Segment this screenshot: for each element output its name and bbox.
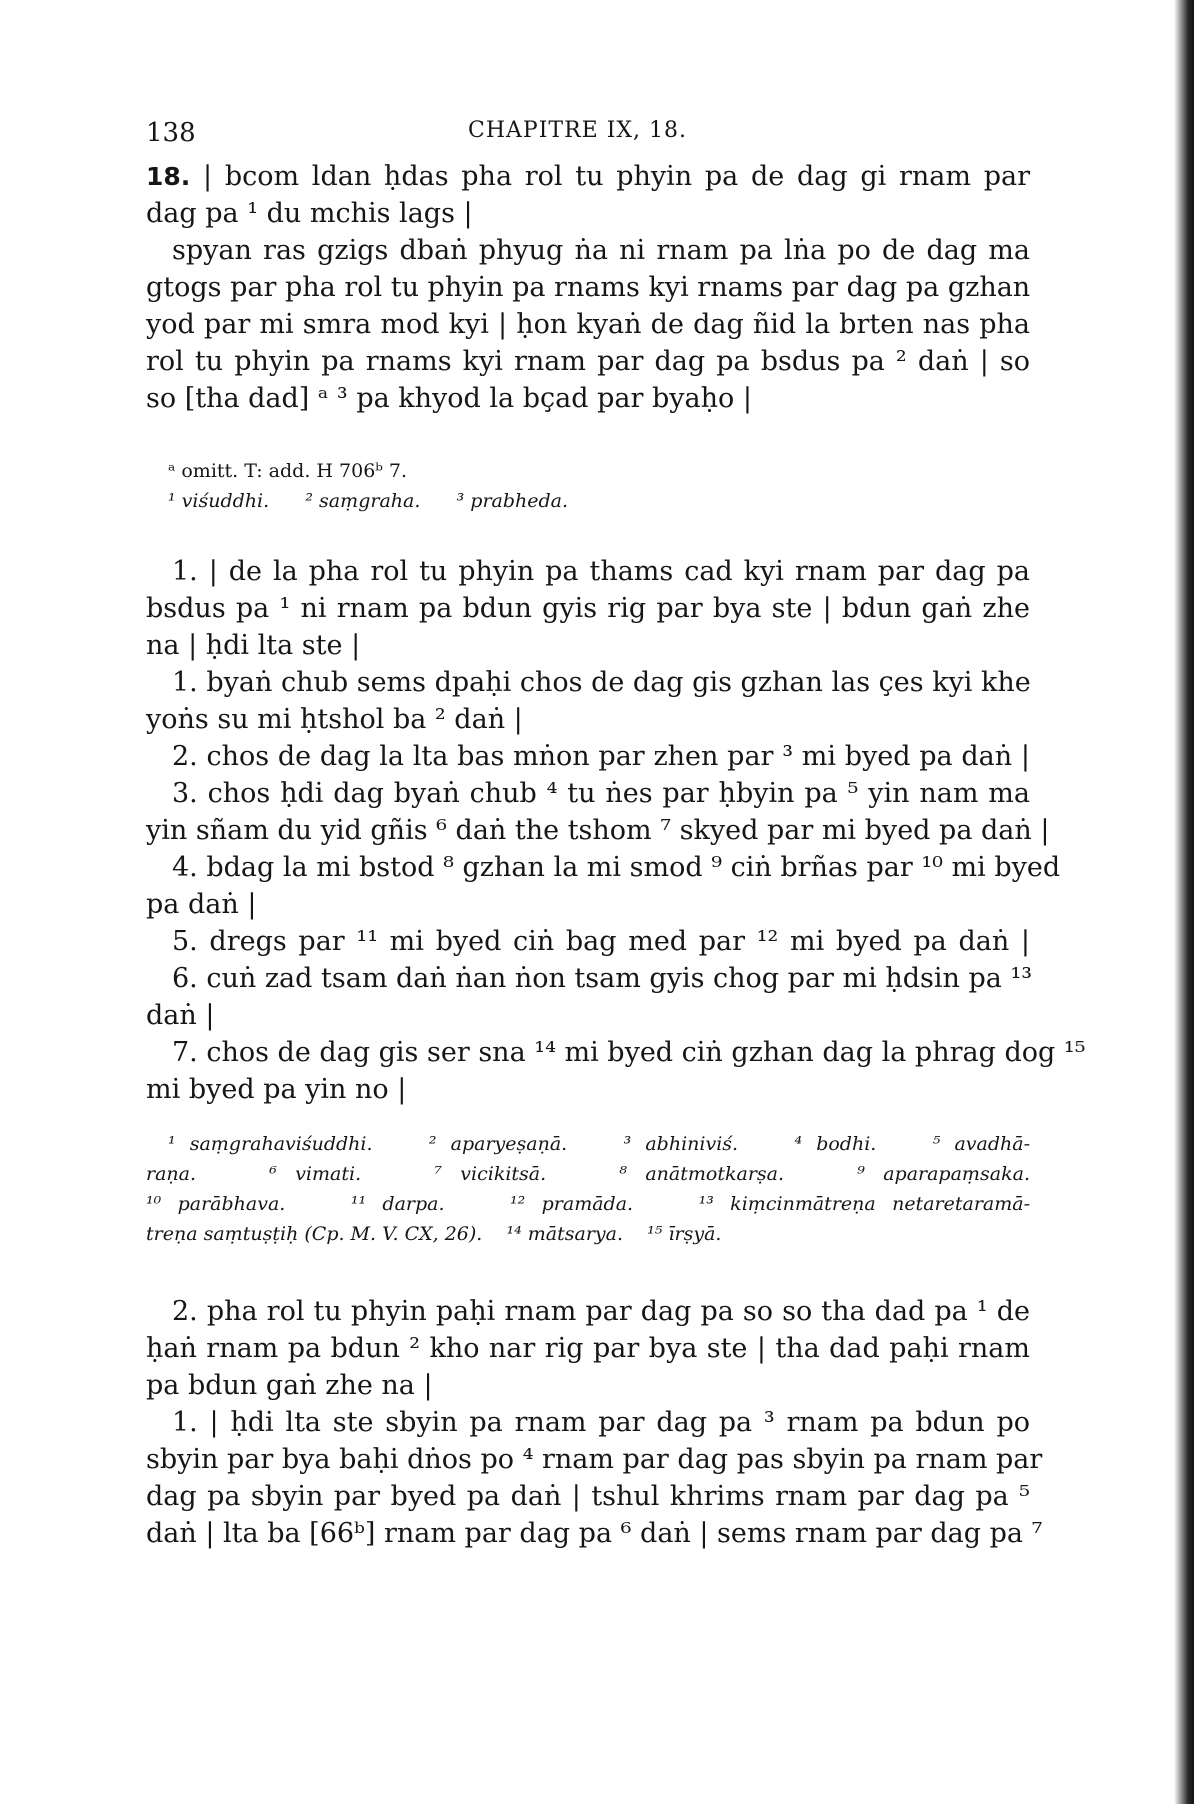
footnote-line: ¹ saṃgrahaviśuddhi. ² aparyeṣaṇā. ³ abhiniviś. ⁴ bodhi. ⁵ avadhā- bbox=[168, 1133, 1030, 1155]
text-line: 4. bdag la mi bstod ⁸ gzhan la mi smod ⁹ ciṅ brñas par ¹⁰ mi byed bbox=[172, 852, 1061, 883]
footnote-line: ¹ viśuddhi. ² saṃgraha. ³ prabheda. bbox=[168, 490, 569, 512]
text-line: 2. pha rol tu phyin paḥi rnam par dag pa so so tha dad pa ¹ de bbox=[172, 1296, 1030, 1327]
text-line: dag pa ¹ du mchis lags | bbox=[146, 198, 473, 229]
running-head: CHAPITRE IX, 18. bbox=[468, 118, 688, 143]
text-line: 18. | bcom ldan ḥdas pha rol tu phyin pa de dag gi rnam par bbox=[146, 161, 1030, 192]
text-line: 2. chos de dag la lta bas mṅon par zhen par ³ mi byed pa daṅ | bbox=[172, 741, 1030, 772]
text-line: spyan ras gzigs dbaṅ phyug ṅa ni rnam pa lṅa po de dag ma bbox=[172, 235, 1030, 266]
text-line: bsdus pa ¹ ni rnam pa bdun gyis rig par bya ste | bdun gaṅ zhe bbox=[146, 593, 1030, 624]
footnote-line: treṇa saṃtuṣṭiḥ (Cp. M. V. CX, 26). ¹⁴ mātsarya. ¹⁵ īrṣyā. bbox=[146, 1223, 722, 1245]
page-number: 138 bbox=[146, 118, 196, 148]
text-line: gtogs par pha rol tu phyin pa rnams kyi rnams par dag pa gzhan bbox=[146, 272, 1031, 303]
text-line: yoṅs su mi ḥtshol ba ² daṅ | bbox=[146, 704, 523, 735]
text-line: 5. dregs par ¹¹ mi byed ciṅ bag med par ¹² mi byed pa daṅ | bbox=[172, 926, 1030, 957]
section-18 bbox=[146, 158, 1030, 417]
footnote-line: ᵃ omitt. T: add. H 706ᵇ 7. bbox=[168, 460, 408, 482]
section-number: 18. bbox=[146, 162, 191, 191]
text-line: ḥaṅ rnam pa bdun ² kho nar rig par bya ste | tha dad paḥi rnam bbox=[146, 1333, 1030, 1364]
text-line: 7. chos de dag gis ser sna ¹⁴ mi byed ciṅ gzhan dag la phrag dog ¹⁵ bbox=[172, 1037, 1086, 1068]
text-line: pa bdun gaṅ zhe na | bbox=[146, 1370, 433, 1401]
text-line: dag pa sbyin par byed pa daṅ | tshul khrims rnam par dag pa ⁵ bbox=[146, 1481, 1030, 1512]
text-line: na | ḥdi lta ste | bbox=[146, 630, 361, 661]
text-line: yod par mi smra mod kyi | ḥon kyaṅ de dag ñid la brten nas pha bbox=[146, 309, 1030, 340]
text-line: mi byed pa yin no | bbox=[146, 1074, 407, 1105]
text-line: 1. | de la pha rol tu phyin pa thams cad kyi rnam par dag pa bbox=[172, 556, 1030, 587]
footnote-line: ¹⁰ parābhava. ¹¹ darpa. ¹² pramāda. ¹³ kiṃcinmātreṇa netaretaramā- bbox=[146, 1193, 1030, 1215]
section-1 bbox=[146, 553, 1086, 1108]
text-line: 1. byaṅ chub sems dpaḥi chos de dag gis gzhan las çes kyi khe bbox=[172, 667, 1031, 698]
text-line: daṅ | bbox=[146, 1000, 215, 1031]
text-line: so [tha dad] ᵃ ³ pa khyod la bçad par byaḥo | bbox=[146, 383, 752, 414]
text-line: pa daṅ | bbox=[146, 889, 257, 920]
text-line: daṅ | lta ba [66ᵇ] rnam par dag pa ⁶ daṅ | sems rnam par dag pa ⁷ bbox=[146, 1518, 1043, 1549]
footnotes-section-1 bbox=[146, 1129, 1030, 1249]
page-header bbox=[146, 118, 1026, 158]
text-line: 1. | ḥdi lta ste sbyin pa rnam par dag pa ³ rnam pa bdun po bbox=[172, 1407, 1030, 1438]
page-edge-shadow bbox=[1174, 0, 1194, 1804]
text-line: 3. chos ḥdi dag byaṅ chub ⁴ tu ṅes par ḥbyin pa ⁵ yin nam ma bbox=[172, 778, 1030, 809]
footnote-line: raṇa. ⁶ vimati. ⁷ vicikitsā. ⁸ anātmotkarṣa. ⁹ aparapaṃsaka. bbox=[146, 1163, 1030, 1185]
text-line: 6. cuṅ zad tsam daṅ ṅan ṅon tsam gyis chog par mi ḥdsin pa ¹³ bbox=[172, 963, 1033, 994]
text-line: yin sñam du yid gñis ⁶ daṅ the tshom ⁷ skyed par mi byed pa daṅ | bbox=[146, 815, 1050, 846]
footnotes-section-18 bbox=[146, 456, 1030, 516]
section-2 bbox=[146, 1293, 1043, 1552]
text-line: sbyin par bya baḥi dṅos po ⁴ rnam par dag pas sbyin pa rnam par bbox=[146, 1444, 1043, 1475]
text-line: rol tu phyin pa rnams kyi rnam par dag pa bsdus pa ² daṅ | so bbox=[146, 346, 1030, 377]
